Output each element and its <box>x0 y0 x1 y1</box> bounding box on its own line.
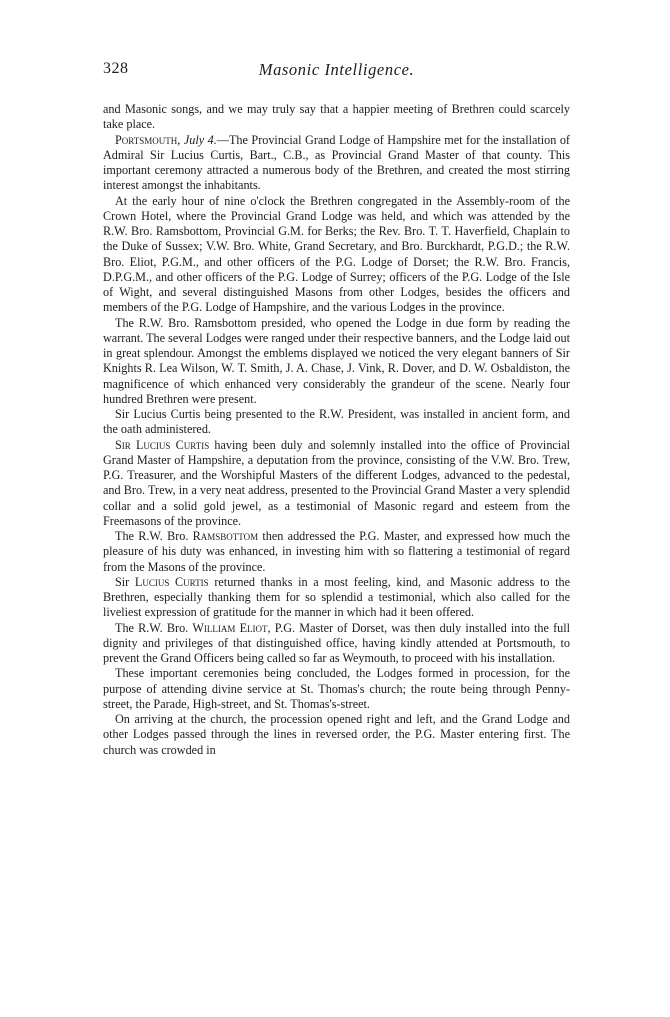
paragraph-3 <box>103 194 570 316</box>
paragraph-text: On arriving at the church, the procession opened right and left, and the Grand Lodge and other Lodges passed through the lines in reversed order, the P.G. Master entering first. The church was crowded in <box>103 712 570 757</box>
page <box>103 52 570 758</box>
paragraph-text: Sir Lucius Curtis being presented to the R.W. President, was installed in ancient form, and the oath administered. <box>103 407 570 437</box>
title-prefix: Sir <box>115 574 130 589</box>
article-body <box>103 102 570 758</box>
paragraph-5 <box>103 407 570 438</box>
report-date: July 4. <box>183 132 217 147</box>
title-prefix: The R.W. Bro. <box>115 620 189 635</box>
paragraph-text: having been duly and solemnly installed into the office of Provincial Grand Master of Hampshire, a deputation from the province, consisting of the V.W. Bro. Trew, P.G. Treasurer, and the Worshipful Masters of the different Lodges, advanced to the pedestal, and Bro. Trew, in a very neat address, presented to the Provincial Grand Master a very splendid collar and a solid gold jewel, as a testimonial of Masonic regard and esteem from the Freemasons of the province. <box>103 437 571 528</box>
person-name: Ramsbottom <box>192 529 259 543</box>
page-number: 328 <box>103 60 129 77</box>
paragraph-11 <box>103 712 570 758</box>
running-head: Masonic Intelligence. <box>258 60 415 79</box>
page-header <box>103 52 570 82</box>
paragraph-4 <box>103 316 570 408</box>
paragraph-2 <box>103 133 570 194</box>
paragraph-text: then addressed the P.G. Master, and expressed how much the pleasure of his duty was enhanced, in investing him with so flattering a testimonial of regard from the Masons of the province. <box>103 529 571 574</box>
paragraph-text: returned thanks in a most feeling, kind, and Masonic address to the Brethren, especially thanking them for so splendid a testimonial, which also called for the liveliest expression of gratitude for the manner in which had it been offered. <box>103 574 570 620</box>
paragraph-9 <box>103 621 570 667</box>
paragraph-text: P.G. Master of Dorset, was then duly installed into the full dignity and privileges of that distinguished office, having kindly attended at Portsmouth, to prevent the Grand Officers being called so far as Weymouth, to proceed with his installation. <box>103 620 571 665</box>
person-name: William Eliot, <box>192 620 271 635</box>
paragraph-text: —The Provincial Grand Lodge of Hampshire met for the installation of Admiral Sir Lucius Curtis, Bart., C.B., as Provincial Grand Master of that county. This important ceremony attracted a numerous body of the Brethren, and created the most stirring interest amongst the inhabitants. <box>103 132 570 193</box>
person-name: Lucius Curtis <box>134 574 209 589</box>
person-name: Sir Lucius Curtis <box>115 437 210 452</box>
paragraph-10 <box>103 666 570 712</box>
title-prefix: The R.W. Bro. <box>115 529 189 543</box>
paragraph-7 <box>103 529 570 575</box>
paragraph-text: and Masonic songs, and we may truly say that a happier meeting of Brethren could scarcely take place. <box>103 102 570 132</box>
paragraph-1 <box>103 102 570 133</box>
place-name: Portsmouth, <box>115 132 181 147</box>
paragraph-text: These important ceremonies being concluded, the Lodges formed in procession, for the purpose of attending divine service at St. Thomas's church; the route being through Penny-street, the Parade, High-street, and St. Thomas's-street. <box>103 666 570 711</box>
paragraph-text: At the early hour of nine o'clock the Brethren congregated in the Assembly-room of the Crown Hotel, where the Provincial Grand Lodge was held, and which was attended by the R.W. Bro. Ramsbottom, Provincial G.M. for Berks; the Rev. Bro. T. T. Haverfield, Chaplain to the Duke of Sussex; V.W. Bro. White, Grand Secretary, and Bro. Burckhardt, P.G.D.; the R.W. Bro. Eliot, P.G.M., and other officers of the P.G. Lodge of Dorset; the R.W. Bro. Francis, D.P.G.M., and other officers of the P.G. Lodge of Surrey; officers of the P.G. Lodge of the Isle of Wight, and several distinguished Masons from other Lodges, besides the officers and members of the P.G. Lodge of Hampshire, and the various Lodges in the province. <box>103 193 570 315</box>
paragraph-6 <box>103 438 570 530</box>
paragraph-8 <box>103 575 570 621</box>
paragraph-text: The R.W. Bro. Ramsbottom presided, who opened the Lodge in due form by reading the warrant. The several Lodges were ranged under their respective banners, and the Lodge laid out in great splendour. Amongst the emblems displayed we noticed the very elegant banners of Sir Knights R. Lea Wilson, W. T. Smith, J. A. Chase, J. Vink, R. Dover, and D. W. Osbaldiston, the magnificence of which enhanced very considerably the grandeur of the scene. Nearly four hundred Brethren were present. <box>103 315 570 406</box>
